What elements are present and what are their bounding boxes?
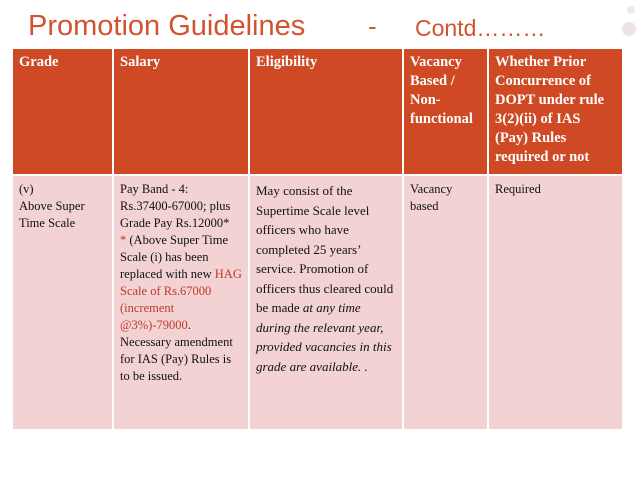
header-concurrence: Whether Prior Concurrence of DOPT under rule 3(2)(ii) of IAS (Pay) Rules required or not bbox=[488, 48, 623, 175]
salary-hag-scale: HAG Scale of Rs.67000 (increment @3%)-79000 bbox=[120, 267, 242, 332]
cell-vacancy: Vacancy based bbox=[403, 175, 488, 430]
slide-title bbox=[28, 8, 546, 48]
grade-name: Above Super Time Scale bbox=[19, 199, 85, 230]
table-row bbox=[12, 175, 623, 430]
header-salary: Salary bbox=[113, 48, 249, 175]
salary-text-2: (Above Super Time Scale (i) has been replaced with new bbox=[120, 233, 228, 281]
header-eligibility: Eligibility bbox=[249, 48, 403, 175]
salary-asterisk: * bbox=[120, 233, 127, 247]
decorative-dot bbox=[627, 6, 635, 14]
salary-text-3: . Necessary amendment for IAS (Pay) Rules is to be issued. bbox=[120, 318, 233, 383]
title-main: Promotion Guidelines bbox=[28, 10, 306, 42]
grade-number: (v) bbox=[19, 182, 34, 196]
promotion-table bbox=[11, 47, 624, 431]
cell-salary bbox=[113, 175, 249, 430]
title-separator: - bbox=[368, 11, 377, 41]
header-grade: Grade bbox=[12, 48, 113, 175]
eligibility-text: May consist of the Supertime Scale level officers who have completed 25 years’ service. Promotion of officers thus cleared could be made bbox=[256, 183, 394, 315]
cell-concurrence: Required bbox=[488, 175, 623, 430]
salary-text: Pay Band - 4: Rs.37400-67000; plus Grade Pay Rs.12000* bbox=[120, 182, 231, 230]
cell-grade bbox=[12, 175, 113, 430]
eligibility-italic-text: at any time during the relevant year, provided vacancies in this grade are available. . bbox=[256, 300, 392, 374]
table-header-row bbox=[12, 48, 623, 175]
cell-eligibility bbox=[249, 175, 403, 430]
title-contd: Contd……… bbox=[415, 15, 546, 41]
header-vacancy: Vacancy Based / Non-functional bbox=[403, 48, 488, 175]
decorative-dot bbox=[622, 22, 636, 36]
